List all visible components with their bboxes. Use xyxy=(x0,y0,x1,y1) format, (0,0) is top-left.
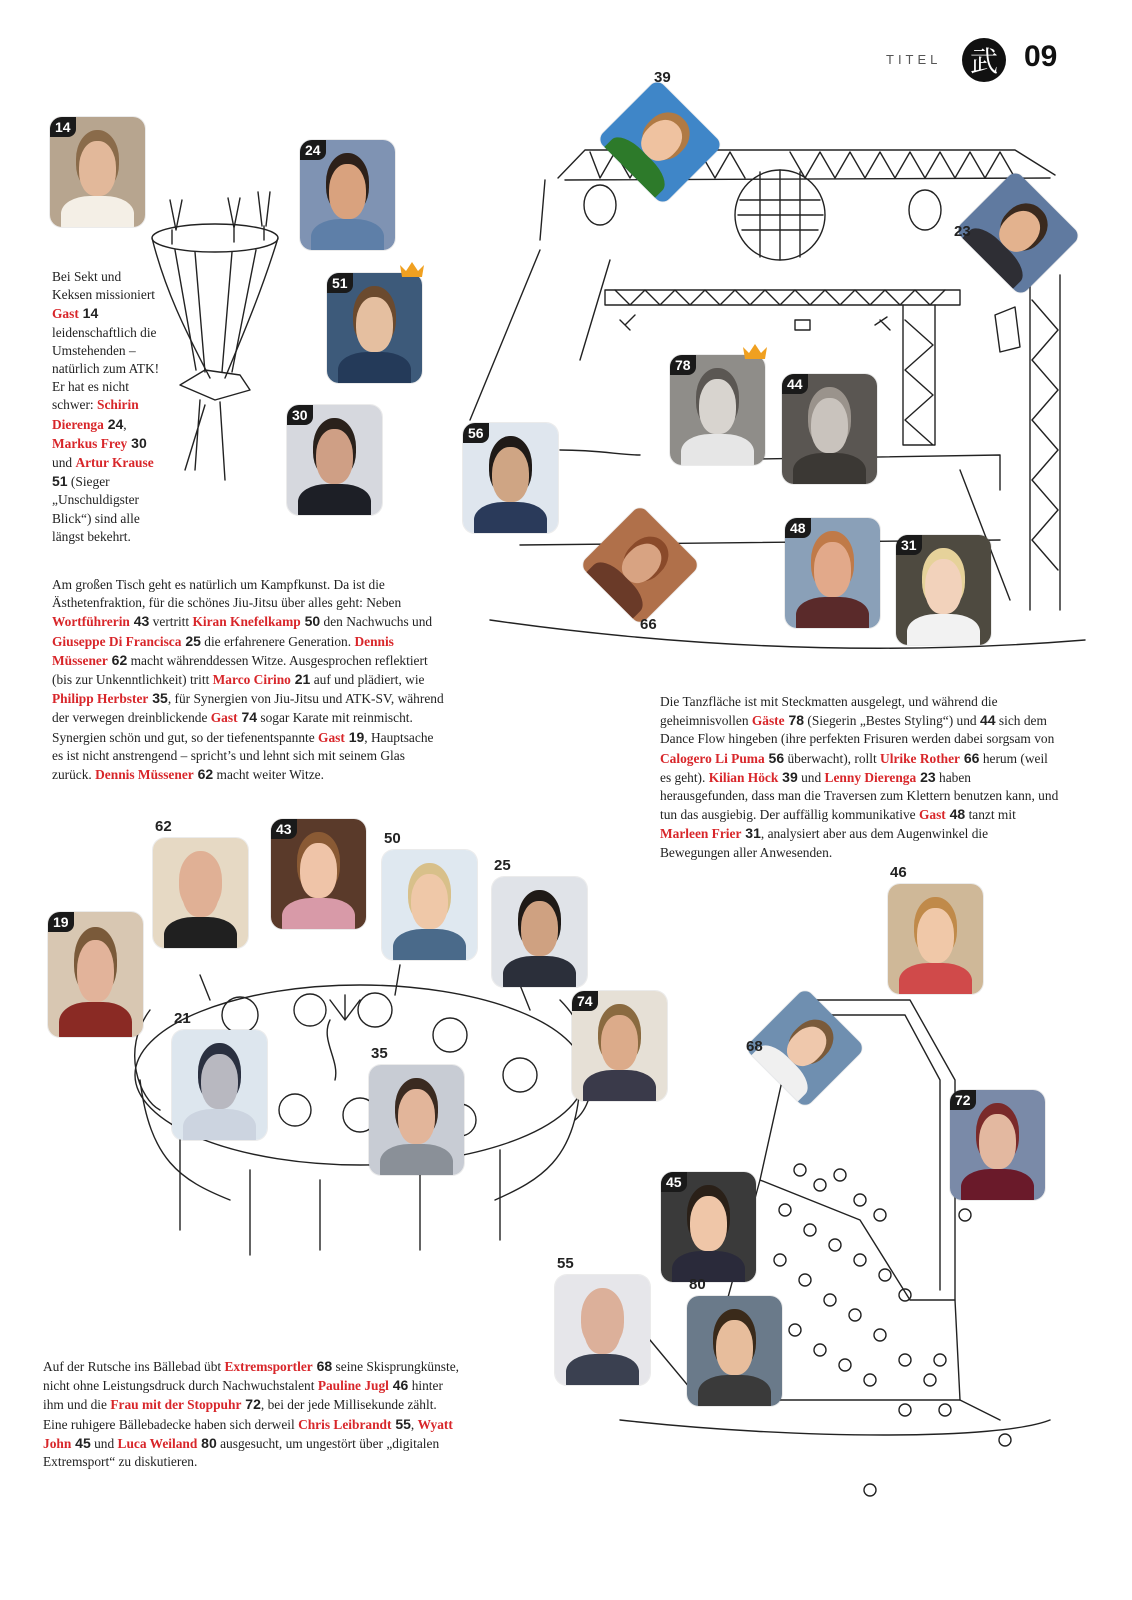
guest-photo-50 xyxy=(382,850,477,960)
guest-photo-44 xyxy=(782,374,877,484)
photo-number-badge: 19 xyxy=(48,912,74,932)
text-run: (Siegerin „Bestes Styling“) und xyxy=(804,713,980,729)
photo-number-badge: 74 xyxy=(572,991,598,1011)
person-name: Luca Weiland xyxy=(117,1435,198,1451)
text-run: tanzt mit xyxy=(965,807,1016,823)
guest-photo-30 xyxy=(287,405,382,515)
guest-photo-35 xyxy=(369,1065,464,1175)
photo-number-label: 23 xyxy=(954,223,971,240)
person-name: Gast xyxy=(210,710,238,726)
text-run: haben herausgefunden, dass man die Traversen zum Klettern benutzen kann, und tun das ausgiebig. Der auffällig kommunikative xyxy=(660,769,1059,823)
text-run: macht währenddessen Witze. Ausgesprochen reflektiert (bis zur Unkenntlichkeit) tritt xyxy=(52,652,428,688)
text-tanzflaeche xyxy=(660,693,1060,862)
guest-photo-62 xyxy=(153,838,248,948)
photo-number-label: 25 xyxy=(494,857,511,874)
photo-number-badge: 56 xyxy=(463,423,489,443)
guest-photo-78 xyxy=(670,355,765,465)
photo-number-badge: 14 xyxy=(50,117,76,137)
section-label: TITEL xyxy=(886,52,942,67)
portrait-face xyxy=(300,843,336,898)
photo-number-ref: 80 xyxy=(197,1434,217,1451)
text-run: seine Skisprungkünste, nicht ohne Leistungsdruck durch Nachwuchstalent xyxy=(43,1359,460,1394)
photo-number-label: 35 xyxy=(371,1045,388,1062)
guest-photo-24 xyxy=(300,140,395,250)
text-run: , bei der jede Millisekunde zählt. Eine ruhigere Bällebadecke haben sich derweil xyxy=(43,1397,437,1432)
portrait-face xyxy=(411,874,447,929)
guest-photo-46 xyxy=(888,884,983,994)
photo-number-badge: 30 xyxy=(287,405,313,425)
person-name: Kiran Knefelkamp xyxy=(192,614,301,630)
photo-number-ref: 56 xyxy=(764,749,785,766)
photo-number-ref: 43 xyxy=(129,613,150,630)
guest-photo-48 xyxy=(785,518,880,628)
photo-number-badge: 44 xyxy=(782,374,808,394)
guest-photo-72 xyxy=(950,1090,1045,1200)
portrait-face xyxy=(925,559,961,614)
photo-number-badge: 48 xyxy=(785,518,811,538)
photo-number-ref: 66 xyxy=(960,749,980,766)
person-name: Kilian Höck xyxy=(708,769,779,785)
guest-photo-56 xyxy=(463,423,558,533)
photo-number-ref: 78 xyxy=(784,712,805,729)
page-number: 09 xyxy=(1024,40,1058,73)
portrait-face xyxy=(492,447,528,502)
text-run: Bei Sekt und Keksen missioniert xyxy=(52,269,156,303)
person-name: Pauline Jugl xyxy=(317,1378,389,1394)
crown-icon xyxy=(741,341,769,361)
guest-photo-74 xyxy=(572,991,667,1101)
text-rutsche xyxy=(43,1357,463,1471)
photo-number-badge: 43 xyxy=(271,819,297,839)
text-run: , Hauptsache es ist nicht anstrengend – spricht’s und lehnt sich mit seinem Glas zurück. xyxy=(52,729,434,783)
text-run: sogar Karate mit reinmischt. Synergien schön und gut, so der tiefenentspannte xyxy=(52,710,413,745)
portrait-face xyxy=(398,1089,434,1144)
photo-number-badge: 51 xyxy=(327,273,353,293)
text-run: sich dem Dance Flow hingeben (ihre perfekten Frisuren werden dabei sorgsam von xyxy=(660,713,1055,747)
person-name: Marco Cirino xyxy=(212,672,291,688)
text-run: die erfahrenere Generation. xyxy=(200,633,355,649)
portrait-face xyxy=(79,141,115,196)
photo-number-ref: 50 xyxy=(300,613,321,630)
photo-number-ref: 62 xyxy=(107,651,128,668)
photo-number-badge: 78 xyxy=(670,355,696,375)
text-run: und xyxy=(797,769,825,785)
text-run: und xyxy=(90,1435,118,1451)
photo-number-ref: 21 xyxy=(290,671,311,688)
photo-number-ref: 19 xyxy=(344,728,365,745)
portrait-face xyxy=(814,542,850,597)
photo-number-ref: 62 xyxy=(193,766,214,783)
photo-number-ref: 55 xyxy=(391,1415,411,1432)
text-run: ausgesucht, um ungestört über „digitalen Extremsport“ zu diskutieren. xyxy=(43,1435,440,1470)
person-name: Gast xyxy=(52,306,79,322)
person-name: Markus Frey xyxy=(52,435,128,451)
person-name: Wortführerin xyxy=(52,614,130,630)
portrait-face xyxy=(811,398,847,453)
photo-number-ref: 72 xyxy=(241,1396,261,1413)
text-run: Am großen Tisch geht es natürlich um Kampfkunst. Da ist die Ästhetenfraktion, für die schönes Jiu-Jitsu über alles geht: Neben xyxy=(52,577,402,611)
guest-photo-25 xyxy=(492,877,587,987)
photo-number-label: 50 xyxy=(384,830,401,847)
guest-photo-55 xyxy=(555,1275,650,1385)
person-name: Calogero Li Puma xyxy=(660,750,765,766)
photo-number-ref: 44 xyxy=(979,712,996,729)
text-run: leidenschaftlich die Umstehenden – natürlich zum ATK! Er hat es nicht schwer: xyxy=(52,324,160,413)
portrait-face xyxy=(329,164,365,219)
portrait-face xyxy=(182,862,218,917)
portrait-face xyxy=(917,908,953,963)
photo-number-ref: 23 xyxy=(916,768,936,785)
photo-number-ref: 68 xyxy=(312,1358,333,1374)
portrait-face xyxy=(356,297,392,352)
portrait-face xyxy=(699,379,735,434)
guest-photo-80 xyxy=(687,1296,782,1406)
person-name: Extremsportler xyxy=(224,1359,313,1374)
photo-number-ref: 51 xyxy=(52,473,68,490)
portrait-face xyxy=(584,1299,620,1354)
crown-icon xyxy=(398,259,426,279)
guest-photo-14 xyxy=(50,117,145,227)
magazine-logo-icon: 武 xyxy=(962,38,1006,82)
photo-number-ref: 45 xyxy=(71,1434,91,1451)
text-run: macht weiter Witze. xyxy=(213,767,324,783)
text-run: Auf der Rutsche ins Bällebad übt xyxy=(43,1359,225,1374)
photo-number-badge: 72 xyxy=(950,1090,976,1110)
photo-number-ref: 39 xyxy=(778,768,798,785)
text-run: und xyxy=(52,455,76,471)
text-run: den Nachwuchs und xyxy=(320,614,433,630)
bar-table-sketch xyxy=(152,192,278,480)
photo-number-label: 66 xyxy=(640,616,657,633)
photo-number-label: 62 xyxy=(155,818,172,835)
person-name: Ulrike Rother xyxy=(880,750,960,766)
person-name: Gast xyxy=(318,729,345,745)
portrait-face xyxy=(521,901,557,956)
photo-number-ref: 30 xyxy=(127,434,147,451)
guest-photo-21 xyxy=(172,1030,267,1140)
text-run: Die Tanzfläche ist mit Steckmatten ausgelegt, und während die geheimnisvollen xyxy=(660,694,998,729)
person-name: Wyatt John xyxy=(43,1416,453,1451)
photo-number-badge: 24 xyxy=(300,140,326,160)
text-run: überwacht), rollt xyxy=(784,750,881,766)
text-run: , für Synergien von Jiu-Jitsu und ATK-SV, während der verwegen dreinblickende xyxy=(52,691,444,726)
photo-number-badge: 31 xyxy=(896,535,922,555)
text-run: herum (weil es geht). xyxy=(660,750,1048,785)
text-run: , analysiert aber aus dem Augenwinkel die Bewegungen aller Anwesenden. xyxy=(660,826,989,860)
guest-photo-19 xyxy=(48,912,143,1037)
text-sekt xyxy=(52,268,162,546)
guest-photo-31 xyxy=(896,535,991,645)
person-name: Dennis Müssener xyxy=(52,633,394,668)
person-name: Giuseppe Di Francisca xyxy=(52,633,182,649)
photo-number-ref: 25 xyxy=(181,632,201,649)
photo-number-ref: 14 xyxy=(78,305,99,322)
portrait-face xyxy=(690,1196,726,1251)
person-name: Chris Leibrandt xyxy=(298,1416,392,1432)
guest-photo-43 xyxy=(271,819,366,929)
photo-number-label: 80 xyxy=(689,1276,706,1293)
photo-number-label: 68 xyxy=(746,1038,763,1055)
photo-number-badge: 45 xyxy=(661,1172,687,1192)
person-name: Gast xyxy=(918,807,946,823)
photo-number-ref: 31 xyxy=(741,825,761,842)
text-tisch xyxy=(52,576,444,784)
person-name: Lenny Dierenga xyxy=(824,769,917,785)
person-name: Gäste xyxy=(751,713,785,729)
text-run: , xyxy=(123,416,127,432)
guest-photo-45 xyxy=(661,1172,756,1282)
photo-number-ref: 35 xyxy=(148,690,168,707)
person-name: Artur Krause xyxy=(75,455,154,471)
person-name: Dennis Müssener xyxy=(95,767,194,783)
text-run: auf und plädiert, wie xyxy=(310,672,425,688)
person-name: Philipp Herbster xyxy=(52,691,149,707)
photo-number-label: 39 xyxy=(654,69,671,86)
photo-number-label: 55 xyxy=(557,1255,574,1272)
text-run: (Sieger „Unschuldigster Blick“) sind alle längst bekehrt. xyxy=(52,474,140,544)
photo-number-label: 46 xyxy=(890,864,907,881)
portrait-face xyxy=(716,1320,752,1375)
photo-number-ref: 48 xyxy=(945,806,966,823)
person-name: Schirin Dierenga xyxy=(52,397,139,432)
portrait-face xyxy=(316,429,352,484)
text-run: , xyxy=(410,1416,418,1432)
portrait-face xyxy=(77,940,113,1003)
person-name: Marleen Frier xyxy=(660,826,742,842)
portrait-face xyxy=(979,1114,1015,1169)
text-run: vertritt xyxy=(149,614,193,630)
photo-number-label: 21 xyxy=(174,1010,191,1027)
portrait-face xyxy=(201,1054,237,1109)
person-name: Frau mit der Stoppuhr xyxy=(110,1397,242,1413)
photo-number-ref: 74 xyxy=(237,709,258,726)
photo-number-ref: 24 xyxy=(103,415,124,432)
photo-number-ref: 46 xyxy=(388,1377,409,1394)
guest-photo-51 xyxy=(327,273,422,383)
text-run: hinter ihm und die xyxy=(43,1378,443,1413)
portrait-face xyxy=(601,1015,637,1070)
